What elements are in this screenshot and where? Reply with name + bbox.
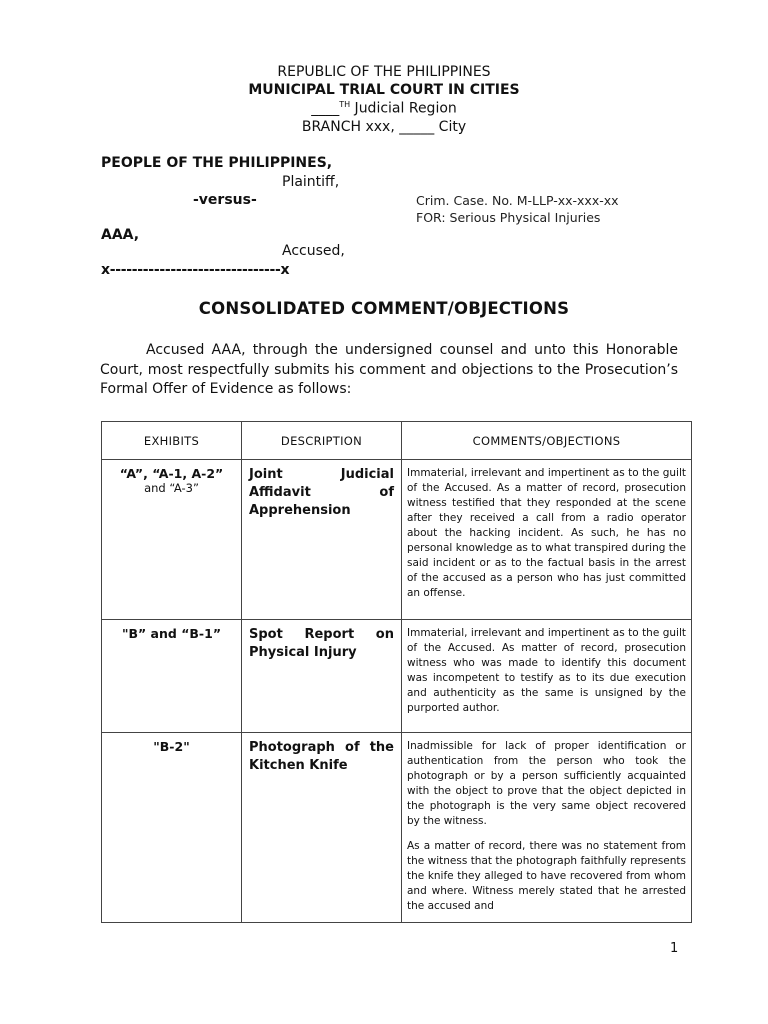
header-exhibits: EXHIBITS [102, 422, 242, 460]
description-cell: Spot Report on Physical Injury [242, 620, 402, 733]
description-cell: Joint Judicial Affidavit of Apprehension [242, 460, 402, 620]
table-row [102, 733, 692, 923]
header-comments: COMMENTS/OBJECTIONS [402, 422, 692, 460]
plaintiff-role: Plaintiff, [282, 174, 340, 190]
intro-text: , through the undersigned counsel and unto this Honorable Court, most respectfully submits his comment and objections to the Prosecution’s Formal Offer of Evidence as follows: [100, 342, 679, 397]
caption-separator: x-------------------------------x [101, 262, 290, 278]
evidence-table [101, 421, 692, 923]
case-number: Crim. Case. No. M-LLP-xx-xxx-xx [416, 193, 619, 208]
exhibit-label: “A”, “A-1, A-2” [119, 466, 224, 481]
accused-role: Accused, [282, 243, 345, 259]
table-header-row [102, 422, 692, 460]
comment-text: Inadmissible for lack of proper identification or authentication from the person who took the photograph or by a person sufficiently acquainted with the object to prove that the object depicted in the photograph is the very same object recovered by the witness. [407, 740, 686, 827]
intro-lead: Accused AAA [146, 342, 242, 358]
page-number: 1 [670, 941, 679, 956]
exhibit-cell [102, 620, 242, 733]
comment-cell [402, 733, 692, 923]
table-row [102, 460, 692, 620]
exhibit-cell [102, 460, 242, 620]
versus-label: -versus- [193, 192, 257, 208]
table-row [102, 620, 692, 733]
comment-text: As a matter of record, there was no statement from the witness that the photograph faithfully represents the knife they alleged to have recovered from whom and where. Witness merely stated that he arrested the accused and [407, 840, 686, 912]
exhibit-cell [102, 733, 242, 923]
plaintiff-name: PEOPLE OF THE PHILIPPINES, [101, 155, 333, 171]
intro-paragraph [100, 341, 678, 400]
accused-name: AAA, [101, 227, 140, 243]
description-cell: Photograph of the Kitchen Knife [242, 733, 402, 923]
comment-text: Immaterial, irrelevant and impertinent as to the guilt of the Accused. As matter of record, prosecution witness who was made to identify this document was incompetent to testify as to its due execution and authenticity as the same is unsigned by the purported author. [407, 627, 686, 714]
comment-cell [402, 620, 692, 733]
case-offense: FOR: Serious Physical Injuries [416, 210, 601, 225]
exhibit-label: "B” and “B-1” [121, 626, 222, 641]
exhibit-label-cont: and “A-3” [144, 481, 199, 495]
exhibit-label: "B-2" [153, 739, 190, 754]
header-description: DESCRIPTION [242, 422, 402, 460]
comment-text: Immaterial, irrelevant and impertinent as to the guilt of the Accused. As a matter of record, prosecution witness testified that they responded at the scene after they received a call from a radio operator about the hacking incident. As such, he has no personal knowledge as to what transpired during the said incident or as to the factual basis in the arrest of the accused as a person who has just committed an offense. [407, 467, 686, 599]
header-branch: BRANCH xxx, _____ City [301, 119, 467, 135]
comment-cell [402, 460, 692, 620]
document-title: CONSOLIDATED COMMENT/OBJECTIONS [198, 299, 570, 318]
header-court: MUNICIPAL TRIAL COURT IN CITIES [248, 82, 520, 98]
header-region: ____$^{TH}$ Judicial Region [311, 100, 457, 117]
header-republic: REPUBLIC OF THE PHILIPPINES [277, 64, 491, 80]
